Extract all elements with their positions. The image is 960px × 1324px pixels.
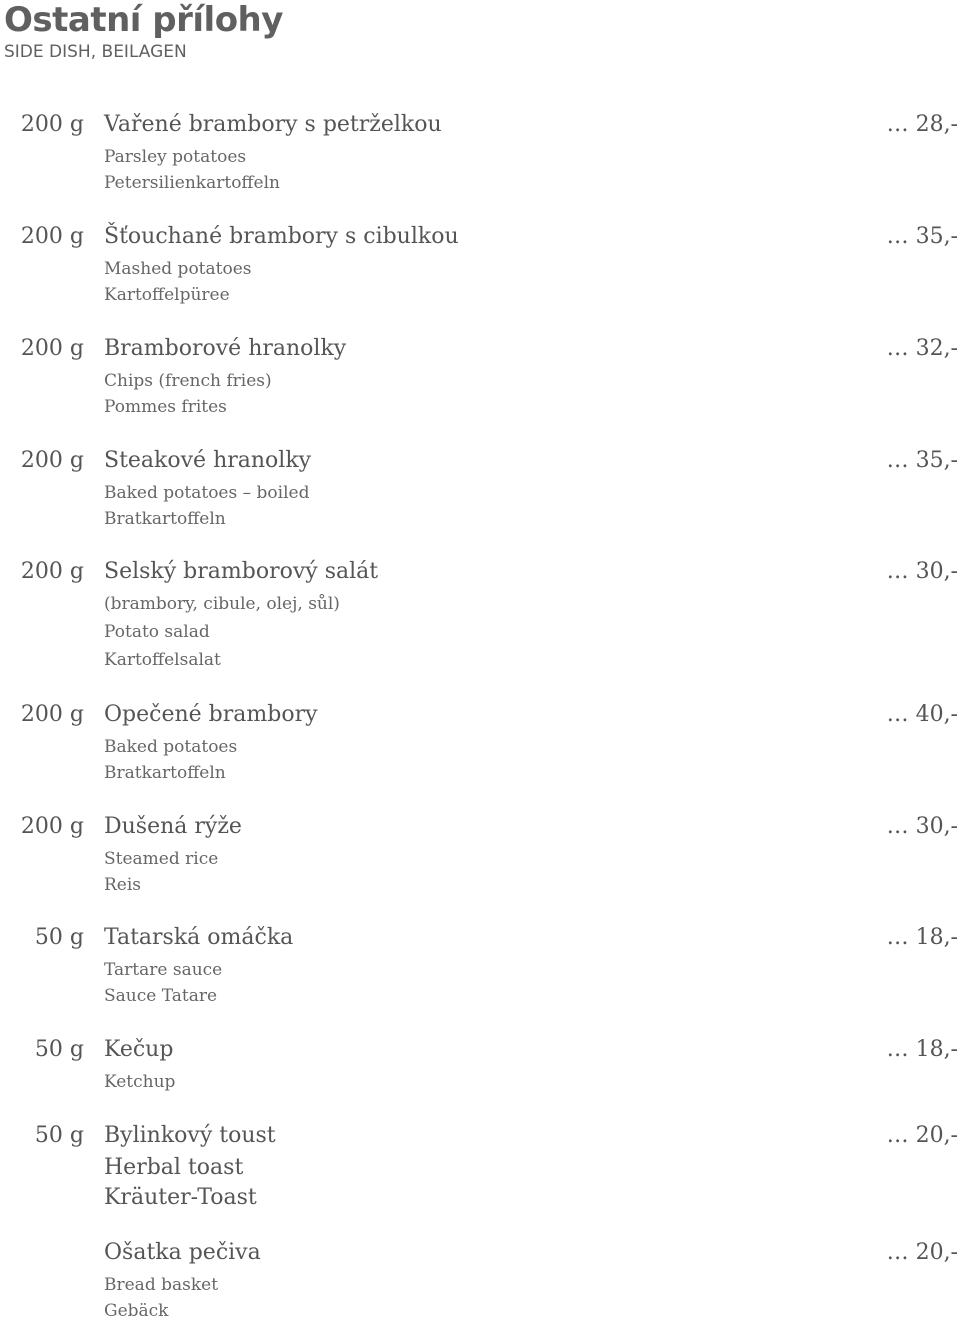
item-name: Ošatka pečiva	[104, 1240, 261, 1265]
item-name: Dušená rýže	[104, 814, 242, 839]
item-translation-de: Sauce Tatare	[104, 986, 218, 1006]
item-weight: 200 g	[20, 559, 84, 584]
menu-item-french-fries	[0, 336, 960, 420]
item-weight: 50 g	[34, 1037, 84, 1062]
item-name: Bramborové hranolky	[104, 336, 347, 361]
item-translation-en: Bread basket	[104, 1275, 219, 1295]
item-weight: 50 g	[34, 1123, 84, 1148]
menu-item-parsley-potatoes	[0, 112, 960, 196]
menu-item-steak-fries	[0, 448, 960, 532]
item-translation-de: Kartoffelsalat	[104, 650, 221, 670]
item-translation-de: Kräuter-Toast	[104, 1185, 257, 1210]
item-translation-de: Reis	[104, 875, 142, 895]
item-price: … 32,-	[886, 336, 958, 361]
item-name: Kečup	[104, 1037, 174, 1062]
item-price: … 20,-	[886, 1123, 958, 1148]
item-translation-en: Herbal toast	[104, 1155, 244, 1180]
menu-item-ketchup	[0, 1037, 960, 1095]
item-translation-en: Baked potatoes	[104, 737, 238, 757]
item-name: Tatarská omáčka	[104, 925, 294, 950]
item-price: … 30,-	[886, 559, 958, 584]
menu-item-tartare-sauce	[0, 925, 960, 1009]
item-weight: 200 g	[20, 814, 84, 839]
item-name: Bylinkový toust	[104, 1123, 276, 1148]
page-subtitle: SIDE DISH, BEILAGEN	[4, 42, 187, 62]
item-translation-en: Parsley potatoes	[104, 147, 247, 167]
item-price: … 18,-	[886, 1037, 958, 1062]
item-weight: 200 g	[20, 224, 84, 249]
item-translation-en: Ketchup	[104, 1072, 176, 1092]
item-name: Šťouchané brambory s cibulkou	[104, 224, 459, 249]
item-translation-en: Potato salad	[104, 622, 210, 642]
item-translation-de: Kartoffelpüree	[104, 285, 230, 305]
item-weight: 200 g	[20, 336, 84, 361]
item-translation-en: Mashed potatoes	[104, 259, 252, 279]
menu-item-baked-potatoes	[0, 702, 960, 786]
item-price: … 30,-	[886, 814, 958, 839]
item-translation-de: Bratkartoffeln	[104, 763, 226, 783]
item-weight: 50 g	[34, 925, 84, 950]
item-price: … 18,-	[886, 925, 958, 950]
item-weight: 200 g	[20, 702, 84, 727]
menu-item-potato-salad	[0, 559, 960, 673]
item-price: … 35,-	[886, 448, 958, 473]
item-translation-en: Baked potatoes – boiled	[104, 483, 310, 503]
item-price: … 20,-	[886, 1240, 958, 1265]
menu-item-mashed-potatoes	[0, 224, 960, 308]
item-name: Opečené brambory	[104, 702, 318, 727]
menu-item-steamed-rice	[0, 814, 960, 898]
item-weight: 200 g	[20, 112, 84, 137]
item-translation-de: Bratkartoffeln	[104, 509, 226, 529]
item-name: Selský bramborový salát	[104, 559, 379, 584]
item-price: … 40,-	[886, 702, 958, 727]
item-translation-en: Chips (french fries)	[104, 371, 272, 391]
page-title: Ostatní přílohy	[4, 0, 283, 40]
item-translation-de: Gebäck	[104, 1301, 169, 1321]
item-price: … 28,-	[886, 112, 958, 137]
item-translation-en: Steamed rice	[104, 849, 219, 869]
item-name: Steakové hranolky	[104, 448, 312, 473]
item-name: Vařené brambory s petrželkou	[104, 112, 442, 137]
menu-item-herbal-toast	[0, 1123, 960, 1213]
item-ingredients: (brambory, cibule, olej, sůl)	[104, 594, 340, 614]
item-price: … 35,-	[886, 224, 958, 249]
item-translation-de: Petersilienkartoffeln	[104, 173, 280, 193]
item-weight: 200 g	[20, 448, 84, 473]
item-translation-de: Pommes frites	[104, 397, 227, 417]
item-translation-en: Tartare sauce	[104, 960, 223, 980]
menu-item-bread-basket	[0, 1240, 960, 1324]
